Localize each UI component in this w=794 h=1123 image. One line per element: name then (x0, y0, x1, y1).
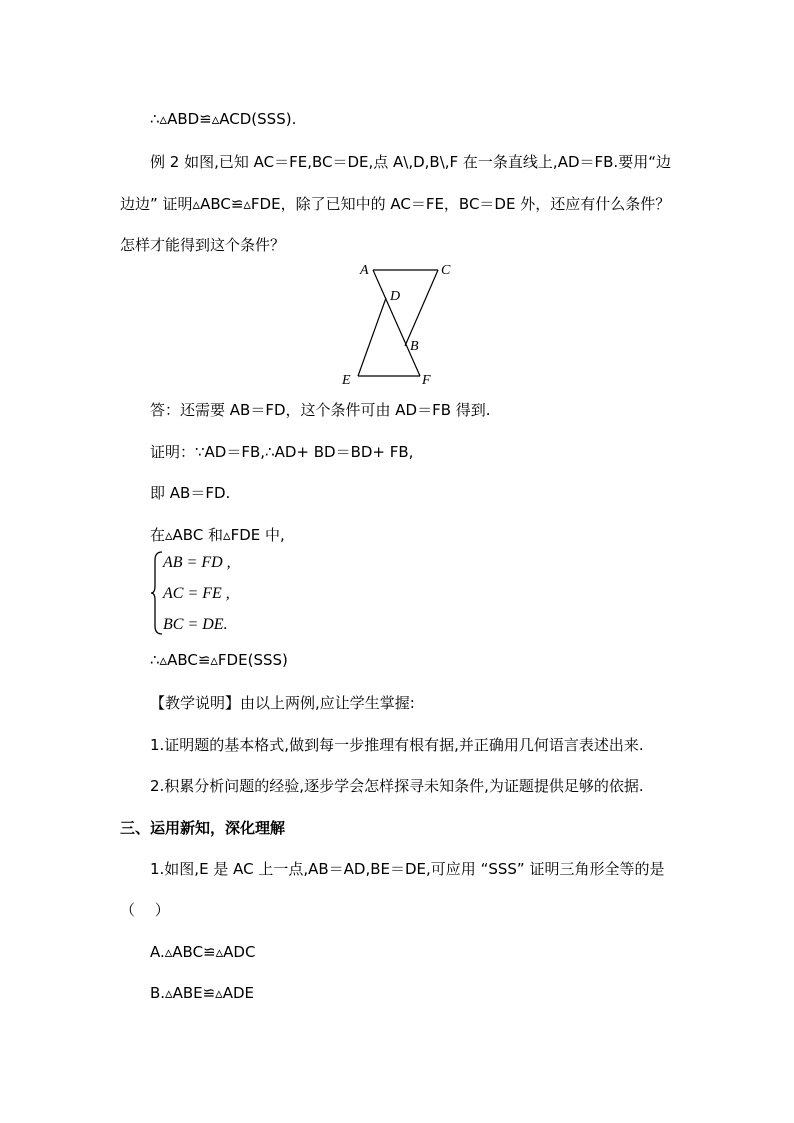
triangle-figure (330, 258, 460, 390)
proof-line-2: 即 AB＝FD. (150, 484, 231, 502)
label-e: E (342, 373, 351, 388)
example-2-line-2: 边边” 证明▵ABC≌▵FDE，除了已知中的 AC＝FE，BC＝DE 外，还应有什么条件？ (120, 195, 671, 213)
system-equation-1: AB = FD , (163, 554, 231, 571)
teaching-note-heading: 【教学说明】由以上两例,应让学生掌握: (150, 694, 415, 712)
label-d: D (390, 289, 401, 304)
segment-cb (405, 270, 438, 346)
label-b: B (410, 339, 419, 354)
question-1-answer-blank: （ ） (120, 901, 170, 919)
segment-ed (358, 298, 386, 376)
segment-af (373, 270, 420, 376)
question-1-line-1: 1.如图,E 是 AC 上一点,AB＝AD,BE＝DE,可应用 “SSS” 证明三角形全等的是 (150, 860, 665, 878)
proof-line-3: 在▵ABC 和▵FDE 中, (150, 526, 285, 544)
teaching-note-point-2: 2.积累分析问题的经验,逐步学会怎样探寻未知条件,为证题提供足够的依据. (150, 777, 644, 795)
system-equation-3: BC = DE. (163, 616, 228, 633)
label-a: A (360, 263, 369, 278)
conclusion-line-2: ∴▵ABC≌▵FDE(SSS) (150, 651, 288, 669)
teaching-note-point-1: 1.证明题的基本格式,做到每一步推理有根有据,并正确用几何语言表述出来. (150, 736, 644, 754)
section-heading: 三、运用新知，深化理解 (120, 819, 286, 837)
answer-line: 答：还需要 AB＝FD，这个条件可由 AD＝FB 得到. (150, 401, 491, 419)
option-b: B.▵ABE≌▵ADE (150, 984, 255, 1002)
label-f: F (422, 373, 431, 388)
example-2-line-3: 怎样才能得到这个条件？ (120, 236, 286, 254)
system-equation-2: AC = FE , (163, 585, 230, 602)
option-a: A.▵ABC≌▵ADC (150, 943, 256, 961)
example-2-line-1: 例 2 如图,已知 AC＝FE,BC＝DE,点 A\,D,B\,F 在一条直线上,AD＝FB.要用“边 (150, 153, 671, 171)
label-c: C (441, 263, 451, 278)
conclusion-line-1: ∴▵ABD≌▵ACD(SSS). (150, 110, 297, 128)
proof-line-1: 证明：∵AD＝FB,∴AD+ BD＝BD+ FB, (150, 443, 414, 461)
system-brace (150, 550, 164, 636)
